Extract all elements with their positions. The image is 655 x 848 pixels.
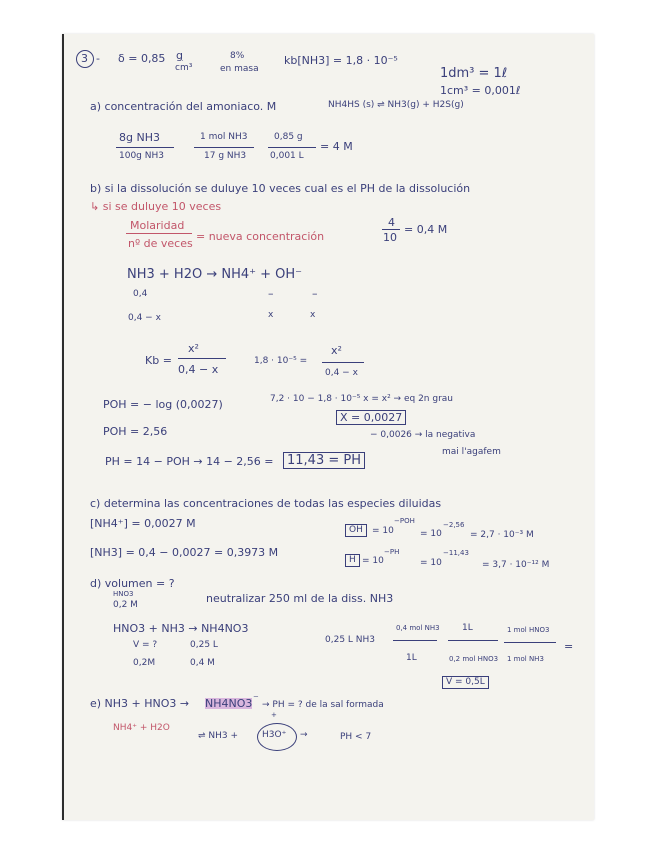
e-salt-minus: ⁻ xyxy=(253,692,259,705)
d-v-unknown: V = ? xyxy=(133,640,158,650)
ionization-equation: NH3 + H2O → NH4⁺ + OH⁻ xyxy=(127,267,303,282)
poh-log: POH = − log (0,0027) xyxy=(103,398,223,411)
d-start-volume: 0,25 L NH3 xyxy=(325,635,376,645)
oh-eq2: = 10 xyxy=(420,529,442,539)
e-arrow: → xyxy=(300,730,308,740)
a-fraction1-den: 100g NH3 xyxy=(119,151,164,161)
d-m-nh3: 0,4 M xyxy=(190,658,215,668)
a-fraction2-den: 17 g NH3 xyxy=(204,151,247,161)
eq-nh4: x xyxy=(268,310,274,320)
d-frac3-num: 1 mol HNO3 xyxy=(507,626,550,634)
a-fraction3-den: 0,001 L xyxy=(270,151,304,161)
part-e-question: e) NH3 + HNO3 → xyxy=(90,697,190,710)
initial-oh: – xyxy=(312,287,318,300)
kb-sub-label: 1,8 · 10⁻⁵ = xyxy=(254,356,308,366)
oh-eq1: = 10 xyxy=(372,526,394,536)
d-equation: HNO3 + NH3 → NH4NO3 xyxy=(113,622,249,635)
kb-value: kb[NH3] = 1,8 · 10⁻⁵ xyxy=(284,54,398,67)
oh-exp1: −POH xyxy=(394,517,415,525)
d-hno3-conc: 0,2 M xyxy=(113,600,138,610)
d-m-hno3: 0,2M xyxy=(133,658,156,668)
d-volume-result: V = 0,5L xyxy=(442,676,489,689)
eq-oh: x xyxy=(310,310,316,320)
h-result: = 3,7 · 10⁻¹² M xyxy=(482,560,550,570)
negative-root: − 0,0026 → la negativa xyxy=(370,430,476,440)
density-unit-top: g xyxy=(176,49,183,62)
h-box: H xyxy=(345,554,360,567)
b-frac-result: = 0,4 M xyxy=(404,223,448,236)
kb-sub-bar xyxy=(322,362,364,363)
h-eq1: = 10 xyxy=(362,556,384,566)
e-hydrolysis-left: NH4⁺ + H2O xyxy=(113,723,170,733)
oh-exp2: −2,56 xyxy=(443,521,465,529)
conversion-dm3: 1dm³ = 1ℓ xyxy=(440,66,508,81)
d-frac1-den: 1L xyxy=(406,653,417,663)
d-v-nh3: 0,25 L xyxy=(190,640,218,650)
h-exp1: −PH xyxy=(384,548,400,556)
oh-box: OH xyxy=(345,524,367,537)
nh4-conc: [NH4⁺] = 0,0027 M xyxy=(90,517,196,530)
d-hno3-label: HNO3 xyxy=(113,590,134,598)
percent-mass-sub: en masa xyxy=(220,64,259,74)
d-frac2-den: 0,2 mol HNO3 xyxy=(449,655,499,663)
negative-root-note: mai l'agafem xyxy=(442,447,501,457)
d-frac3-den: 1 mol NH3 xyxy=(507,655,544,663)
oh-result: = 2,7 · 10⁻³ M xyxy=(470,530,534,540)
part-b-subquestion: ↳ si se duluye 10 veces xyxy=(90,200,222,213)
e-plus-mark: + xyxy=(271,711,277,719)
b-frac-num: 4 xyxy=(388,216,395,229)
nueva-concentracion: = nueva concentración xyxy=(196,230,325,243)
b-frac-bar xyxy=(382,229,400,230)
h-eq2: = 10 xyxy=(420,558,442,568)
conversion-cm3: 1cm³ = 0,001ℓ xyxy=(440,84,521,97)
problem-number: 3 xyxy=(81,52,88,65)
h-exp2: −11,43 xyxy=(443,549,469,557)
e-salt-highlight: NH4NO3 xyxy=(205,697,253,710)
x-result-box: X = 0,0027 xyxy=(336,410,406,425)
d-equals: = xyxy=(564,640,574,653)
poh-value: POH = 2,56 xyxy=(103,425,168,438)
a-fraction1-num: 8g NH3 xyxy=(119,131,160,144)
quadratic-equation: 7,2 · 10 − 1,8 · 10⁻⁵ x = x² → eq 2n grau xyxy=(270,394,453,404)
kb-expr-num: x² xyxy=(188,342,199,355)
percent-mass: 8% xyxy=(230,51,245,61)
density-unit-bottom: cm³ xyxy=(175,63,193,73)
d-frac2-num: 1L xyxy=(462,623,473,633)
ph-result-box: 11,43 = PH xyxy=(283,452,365,469)
e-h3o: H3O⁺ xyxy=(262,730,287,740)
kb-sub-num: x² xyxy=(331,344,342,357)
a-fraction3-num: 0,85 g xyxy=(274,132,303,142)
d-frac2-bar xyxy=(448,640,498,641)
d-frac3-bar xyxy=(504,642,556,643)
part-c-question: c) determina las concentraciones de todas las especies diluidas xyxy=(90,497,442,510)
a-fraction1-bar xyxy=(116,147,174,148)
a-result: = 4 M xyxy=(320,140,353,153)
nh3-conc: [NH3] = 0,4 − 0,0027 = 0,3973 M xyxy=(90,546,279,559)
part-b-question: b) si la dissolución se duluye 10 veces cual es el PH de la dissolución xyxy=(90,182,471,195)
numero-veces-label: nº de veces xyxy=(128,237,193,250)
eq-nh3: 0,4 − x xyxy=(128,313,161,323)
initial-nh4: – xyxy=(268,287,274,300)
molaridad-label: Molaridad xyxy=(130,219,185,232)
a-fraction2-num: 1 mol NH3 xyxy=(200,132,248,142)
kb-expr-bar xyxy=(178,358,226,359)
a-fraction3-bar xyxy=(268,147,316,148)
part-a-reaction: NH4HS (s) ⇌ NH3(g) + H2S(g) xyxy=(328,100,464,110)
kb-sub-den: 0,4 − x xyxy=(325,368,358,378)
part-a-question: a) concentración del amoniaco. M xyxy=(90,100,277,113)
e-question-rest: → PH = ? de la sal formada xyxy=(262,700,384,710)
kb-expr-label: Kb = xyxy=(145,354,172,367)
d-frac1-bar xyxy=(393,640,437,641)
d-neutralize: neutralizar 250 ml de la diss. NH3 xyxy=(206,592,394,605)
initial-conc: 0,4 xyxy=(133,289,148,299)
kb-expr-den: 0,4 − x xyxy=(178,363,219,376)
ph-calc: PH = 14 − POH → 14 − 2,56 = xyxy=(105,455,274,468)
a-fraction2-bar xyxy=(194,147,254,148)
e-ph-result: PH < 7 xyxy=(340,732,372,742)
part-d-question: d) volumen = ? xyxy=(90,577,175,590)
b-frac-den: 10 xyxy=(383,231,397,244)
problem-dash: - xyxy=(96,52,100,65)
density-label: δ = 0,85 xyxy=(118,52,166,65)
d-frac1-num: 0,4 mol NH3 xyxy=(396,624,440,632)
e-hydrolysis-mid: ⇌ NH3 + xyxy=(198,731,239,741)
molaridad-bar xyxy=(126,233,192,234)
